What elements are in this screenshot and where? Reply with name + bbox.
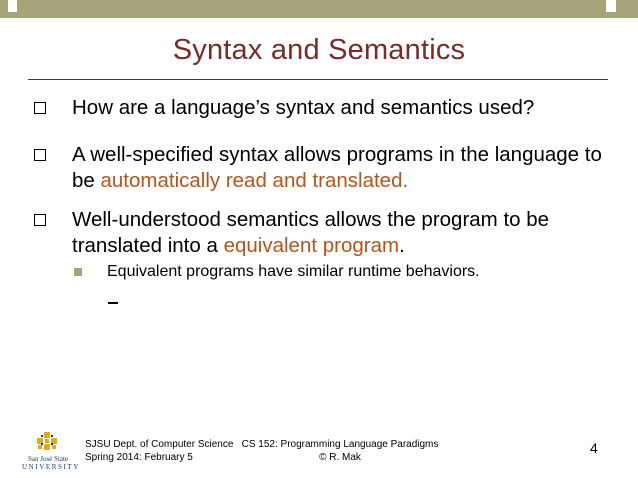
top-bar-left-square (8, 0, 17, 12)
bullet-box-icon (34, 149, 46, 161)
slide-title: Syntax and Semantics (172, 34, 466, 66)
bullet-2-text (72, 142, 612, 194)
footer-course: CS 152: Programming Language Paradigms (241, 439, 439, 450)
bullet-2-text-main: A well-specified syntax allows programs in the language to be (72, 143, 602, 192)
sub-bullet-square-icon (74, 268, 82, 276)
logo-line-1: San José State (27, 455, 69, 463)
bullet-3-highlight: equivalent program (223, 234, 400, 257)
footer-author: © R. Mak (319, 452, 361, 463)
logo-line-2: UNIVERSITY (22, 463, 80, 471)
bullet-3-text (72, 207, 612, 259)
top-bar-right-square (606, 0, 616, 12)
footer-middle (240, 438, 440, 464)
footer-date: Spring 2014: February 5 (85, 452, 193, 463)
bullet-3-text-main: Well-understood semantics allows the program to be translated into a (72, 208, 550, 257)
bullet-2-highlight: automatically read and translated. (100, 169, 409, 192)
top-decorative-bar (0, 0, 638, 18)
footer-left (85, 438, 233, 464)
sjsu-logo-text (22, 455, 80, 471)
bullet-box-icon (34, 102, 46, 114)
bullet-3-text-end: . (399, 234, 405, 257)
bullet-1-text: How are a language’s syntax and semantics used? (72, 96, 535, 119)
page-number: 4 (590, 440, 598, 456)
bullet-box-icon (34, 214, 46, 226)
text-cursor (108, 302, 118, 304)
footer-dept: SJSU Dept. of Computer Science (85, 439, 234, 450)
title-divider (28, 79, 608, 80)
sub-bullet-1-text: Equivalent programs have similar runtime behaviors. (107, 263, 480, 280)
